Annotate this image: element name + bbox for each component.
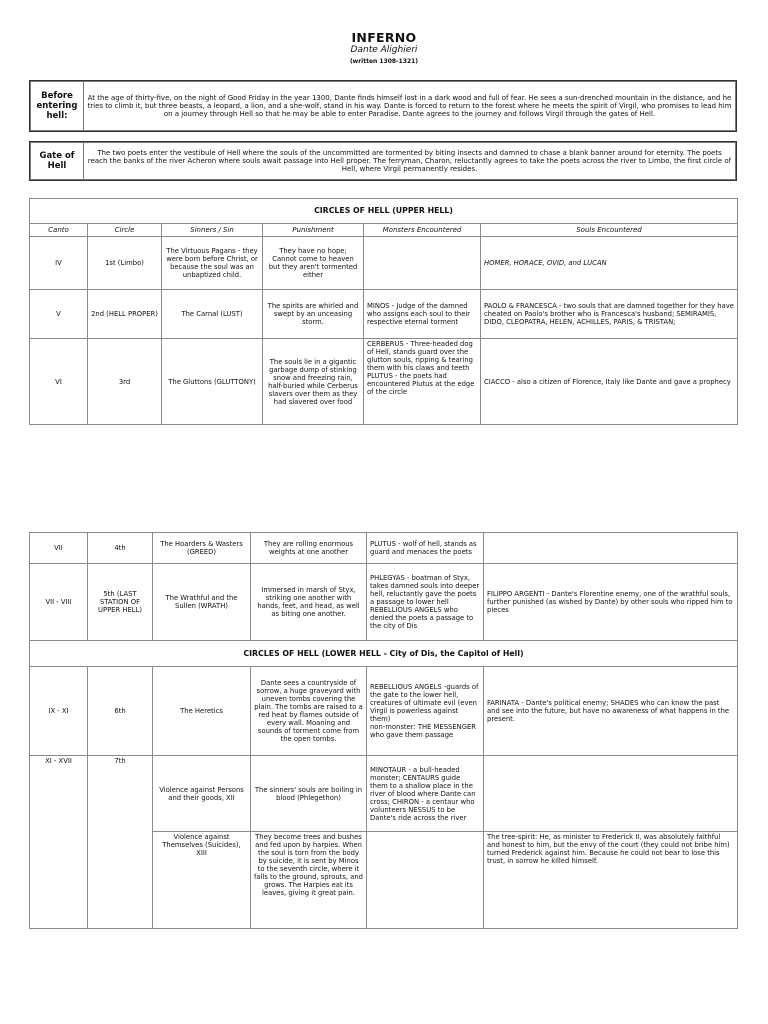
monsters-cell [367, 667, 484, 756]
canto-cell: IV [30, 237, 88, 290]
sinners-cell: The Wrathful and the Sullen (WRATH) [153, 564, 251, 641]
upper-hell-heading: CIRCLES OF HELL (UPPER HELL) [30, 199, 738, 224]
sinners-cell: The Heretics [153, 667, 251, 756]
sinners-cell: The Carnal (LUST) [162, 290, 263, 339]
canto-cell: VII [30, 533, 88, 564]
table-row [30, 290, 738, 339]
punishment-cell: The sinners' souls are boiling in blood (Phlegethon) [251, 756, 367, 832]
monster-entry: REBELLIOUS ANGELS -guards of the gate to the lower hell, creatures of ultimate evil (even Virgil is powerless against them) [370, 683, 479, 723]
column-header: Sinners / Sin [162, 224, 263, 237]
before-hell-box [29, 80, 737, 132]
upper-hell-table [29, 198, 738, 425]
sinners-cell: The Hoarders & Wasters (GREED) [153, 533, 251, 564]
circle-cell: 6th [88, 667, 153, 756]
circle-cell: 7th [88, 756, 153, 929]
monster-entry: non-monster: THE MESSENGER who gave them passage [370, 723, 476, 739]
souls-cell: The tree-spirit: He, as minister to Frederick II, was absolutely faithful and honest to him, but the envy of the court (they could not bribe him) turned Frederick against him. Because he could not bear to lose this trust, in sorrow he killed himself. [484, 832, 738, 929]
circle-cell: 2nd (HELL PROPER) [88, 290, 162, 339]
souls-cell [484, 533, 738, 564]
before-hell-label: Before entering hell: [31, 82, 84, 131]
canto-cell: VII - VIII [30, 564, 88, 641]
punishment-cell: They have no hope; Cannot come to heaven but they aren't tormented either [263, 237, 364, 290]
table-row [30, 667, 738, 756]
punishment-cell: The spirits are whirled and swept by an unceasing storm. [263, 290, 364, 339]
circle-cell: 4th [88, 533, 153, 564]
monsters-cell [364, 339, 481, 425]
souls-cell: FILIPPO ARGENTI - Dante's Florentine enemy, one of the wrathful souls, further punished (as wished by Dante) by other souls who ripped him to pieces [484, 564, 738, 641]
monsters-cell: PLUTUS - wolf of hell, stands as guard and menaces the poets [367, 533, 484, 564]
lower-hell-table [29, 532, 738, 929]
document-author: Dante Alighieri [350, 45, 418, 55]
monster-entry: CERBERUS - Three-headed dog of Hell, stands guard over the glutton souls, ripping & tearing them with his claws and teeth [367, 340, 473, 372]
souls-cell [484, 756, 738, 832]
sinners-cell: Violence against Themselves (Suicides), XIII [153, 832, 251, 929]
document-date: (written 1308-1321) [349, 58, 419, 65]
table-row [30, 756, 738, 832]
before-hell-text: At the age of thirty-five, on the night of Good Friday in the year 1300, Dante finds himself lost in a dark wood and full of fear. He sees a sun-drenched mountain in the distance, and he tries to climb it, but three beasts, a leopard, a lion, and a she-wolf, stand in his way. Dante is forced to return to the forest where he meets the spirit of Virgil, who promises to lead him on a journey through Hell so that he may be able to enter Paradise. Dante agrees to the journey and follows Virgil through the gates of Hell. [84, 82, 736, 131]
table-row [30, 339, 738, 425]
souls-cell: CIACCO - also a citizen of Florence, Italy like Dante and gave a prophecy [481, 339, 738, 425]
souls-cell: PAOLO & FRANCESCA - two souls that are damned together for they have cheated on Paolo's brother who is Francesca's husband; SEMIRAMIS, DIDO, CLEOPATRA, HELEN, ACHILLES, PARIS, & TRISTAN; [481, 290, 738, 339]
sinners-cell: The Virtuous Pagans - they were born before Christ, or because the soul was an unbaptized child. [162, 237, 263, 290]
punishment-cell: Immersed in marsh of Styx, striking one another with hands, feet, and head, as well as biting one another. [251, 564, 367, 641]
souls-cell: HOMER, HORACE, OVID, and LUCAN [481, 237, 738, 290]
table-row [30, 533, 738, 564]
monsters-cell: MINOS - Judge of the damned who assigns each soul to their respective eternal torment [364, 290, 481, 339]
column-header: Circle [88, 224, 162, 237]
punishment-cell: Dante sees a countryside of sorrow, a huge graveyard with uneven tombs covering the plain. The tombs are raised to a red heat by flames outside of every wall. Moaning and sounds of torment come from the open tombs. [251, 667, 367, 756]
gate-of-hell-text: The two poets enter the vestibule of Hell where the souls of the uncommitted are tormented by biting insects and damned to chase a blank banner around for eternity. The poets reach the banks of the river Acheron where souls await passage into Hell proper. The ferryman, Charon, reluctantly agrees to take the poets across the river to Limbo, the first circle of Hell, where Virgil permanently resides. [84, 143, 736, 180]
column-header: Souls Encountered [481, 224, 738, 237]
table-row [30, 564, 738, 641]
canto-cell: V [30, 290, 88, 339]
column-header: Canto [30, 224, 88, 237]
monster-entry: PLUTUS - the poets had encountered Plutus at the edge of the circle [367, 372, 475, 396]
sinners-cell: Violence against Persons and their goods, XII [153, 756, 251, 832]
punishment-cell: They become trees and bushes and fed upon by harpies. When the soul is torn from the body by suicide, it is sent by Minos to the seventh circle, where it falls to the ground, sprouts, and grows. The Harpies eat its leaves, giving it great pain. [251, 832, 367, 929]
circle-cell: 1st (Limbo) [88, 237, 162, 290]
monster-entry: REBELLIOUS ANGELS who denied the poets a passage to the city of Dis [370, 606, 474, 630]
column-header: Monsters Encountered [364, 224, 481, 237]
document-title: INFERNO [351, 30, 417, 45]
circle-cell: 3rd [88, 339, 162, 425]
canto-cell: IX - XI [30, 667, 88, 756]
monsters-cell: MINOTAUR - a bull-headed monster; CENTAURS guide them to a shallow place in the river of blood where Dante can cross; CHIRON - a centaur who volunteers NESSUS to be Dante's ride across the river [367, 756, 484, 832]
souls-cell: FARINATA - Dante's political enemy; SHADES who can know the past and see into the future, but have no awareness of what happens in the present. [484, 667, 738, 756]
lower-hell-heading: CIRCLES OF HELL (LOWER HELL - City of Dis, the Capitol of Hell) [30, 641, 738, 667]
monsters-cell [367, 832, 484, 929]
sinners-cell: The Gluttons (GLUTTONY) [162, 339, 263, 425]
gate-of-hell-label: Gate of Hell [31, 143, 84, 180]
gate-of-hell-box [29, 141, 737, 181]
table-row [30, 237, 738, 290]
monsters-cell [367, 564, 484, 641]
monster-entry: PHLEGYAS - boatman of Styx, takes damned souls into deeper hell, reluctantly gave the poets a passage to lower hell [370, 574, 480, 606]
canto-cell: XI - XVII [30, 756, 88, 929]
column-header: Punishment [263, 224, 364, 237]
punishment-cell: The souls lie in a gigantic garbage dump of stinking snow and freezing rain, half-buried while Cerberus slavers over them as they had slavered over food [263, 339, 364, 425]
circle-cell: 5th (LAST STATION OF UPPER HELL) [88, 564, 153, 641]
canto-cell: VI [30, 339, 88, 425]
monsters-cell [364, 237, 481, 290]
punishment-cell: They are rolling enormous weights at one another [251, 533, 367, 564]
